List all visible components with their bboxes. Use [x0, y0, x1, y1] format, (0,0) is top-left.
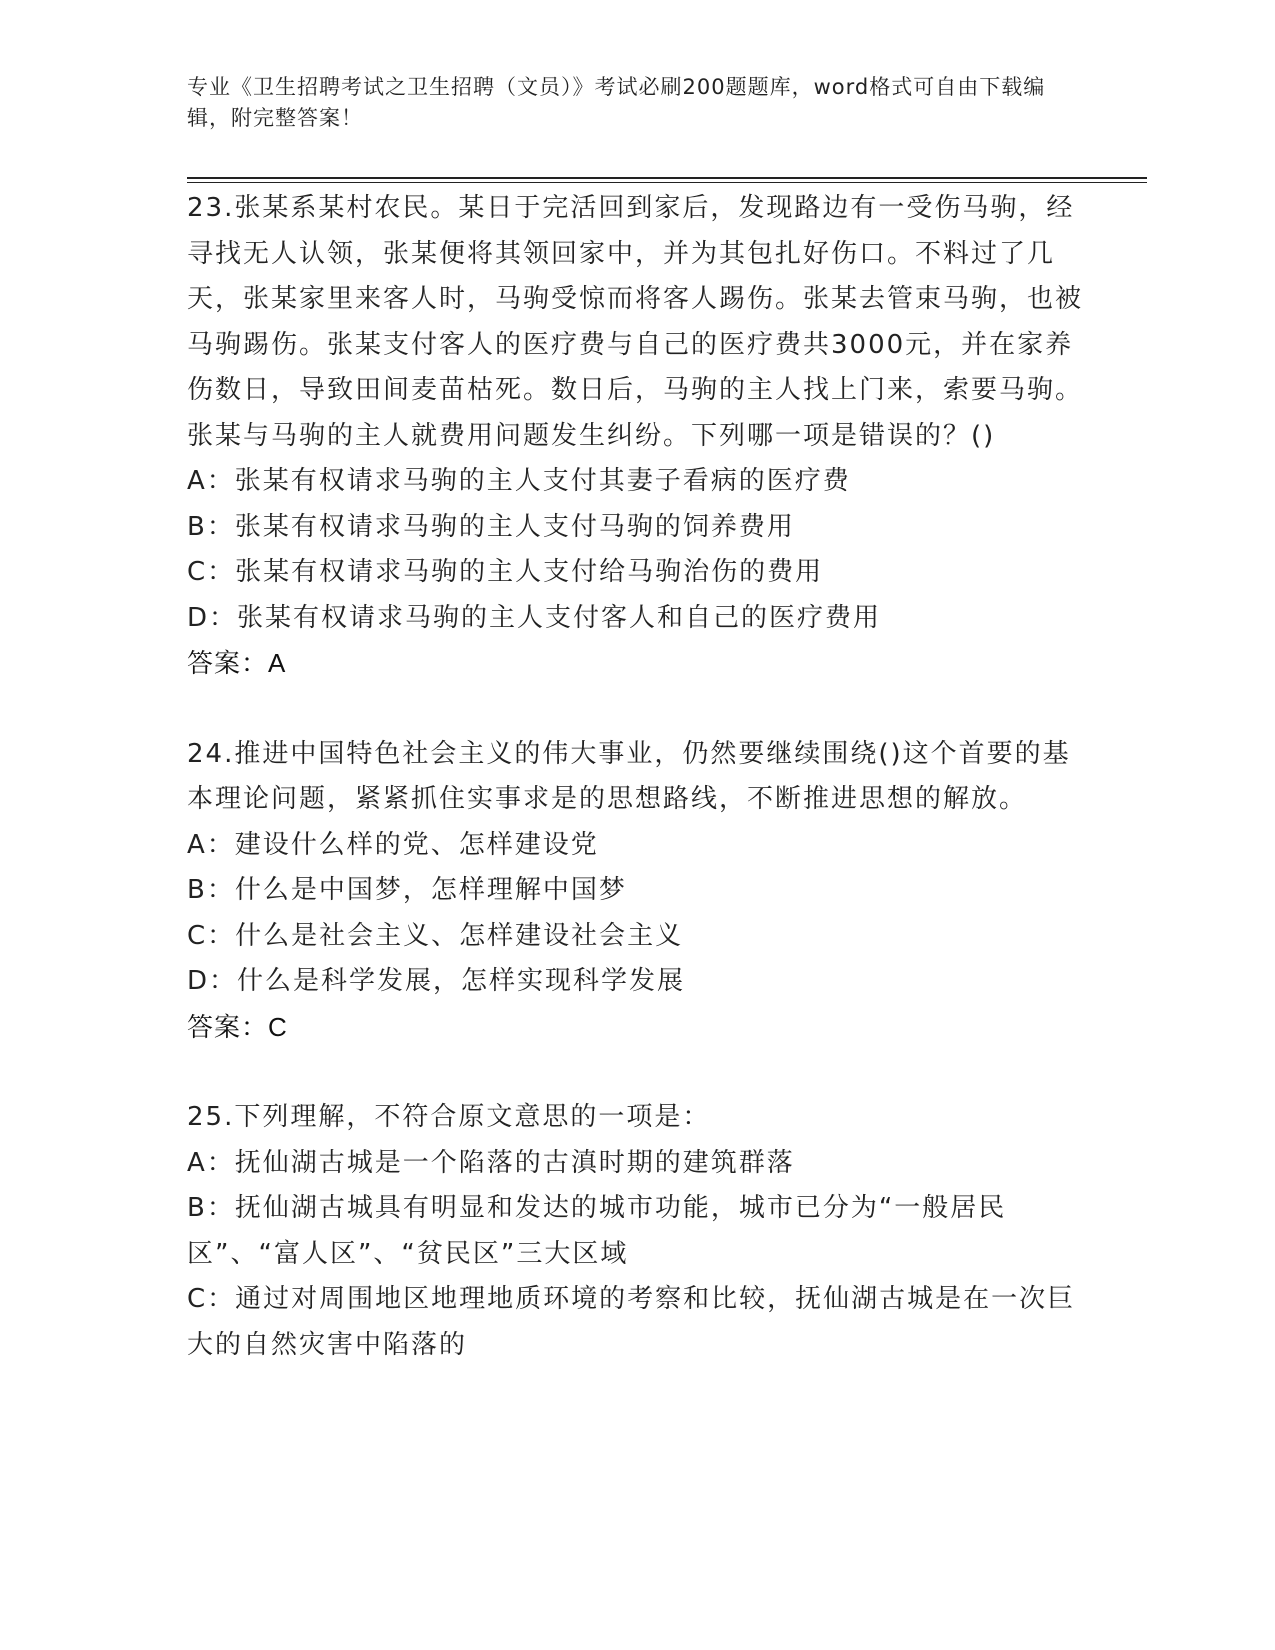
option-b: B：什么是中国梦，怎样理解中国梦: [187, 875, 627, 905]
document-header: 专业《卫生招聘考试之卫生招聘（文员）》考试必刷200题题库，word格式可自由下载编辑，附完整答案！: [187, 75, 1046, 130]
option-d: D：什么是科学发展，怎样实现科学发展: [187, 966, 686, 996]
header-divider-thick: [187, 177, 1147, 179]
option-c: C：什么是社会主义、怎样建设社会主义: [187, 920, 684, 951]
question-stem: 25.下列理解，不符合原文意思的一项是：: [187, 1102, 711, 1132]
option-b: B：张某有权请求马驹的主人支付马驹的饲养费用: [187, 511, 795, 542]
question-23: [187, 186, 1087, 687]
option-c: C：通过对周围地区地理地质环境的考察和比较，抚仙湖古城是在一次巨大的自然灾害中陷落的: [187, 1284, 1076, 1360]
option-a: A：抚仙湖古城是一个陷落的古滇时期的建筑群落: [187, 1147, 795, 1178]
question-stem: 23.张某系某村农民。某日于完活回到家后，发现路边有一受伤马驹，经寻找无人认领，张某便将其领回家中，并为其包扎好伤口。不料过了几天，张某家里来客人时，马驹受惊而将客人踢伤。张某去管束马驹，也被马驹踢伤。张某支付客人的医疗费与自己的医疗费共3000元，并在家养伤数日，导致田间麦苗枯死。数日后，马驹的主人找上门来，索要马驹。张某与马驹的主人就费用问题发生纠纷。下列哪一项是错误的？(): [187, 193, 1084, 451]
option-a: A：建设什么样的党、怎样建设党: [187, 829, 599, 860]
option-b: B：抚仙湖古城具有明显和发达的城市功能，城市已分为“一般居民区”、“富人区”、“贫民区”三大区域: [187, 1193, 1007, 1269]
question-stem: 24.推进中国特色社会主义的伟大事业，仍然要继续围绕()这个首要的基本理论问题，紧紧抓住实事求是的思想路线，不断推进思想的解放。: [187, 738, 1071, 814]
answer-label: 答案：C: [187, 1011, 288, 1042]
option-a: A：张某有权请求马驹的主人支付其妻子看病的医疗费: [187, 466, 851, 496]
option-d: D：张某有权请求马驹的主人支付客人和自己的医疗费用: [187, 602, 882, 633]
question-list: [187, 186, 1087, 1368]
header-divider-thin: [187, 182, 1147, 183]
question-25: [187, 1095, 1087, 1368]
question-24: [187, 732, 1087, 1051]
answer-label: 答案：A: [187, 648, 287, 678]
option-c: C：张某有权请求马驹的主人支付给马驹治伤的费用: [187, 557, 824, 587]
